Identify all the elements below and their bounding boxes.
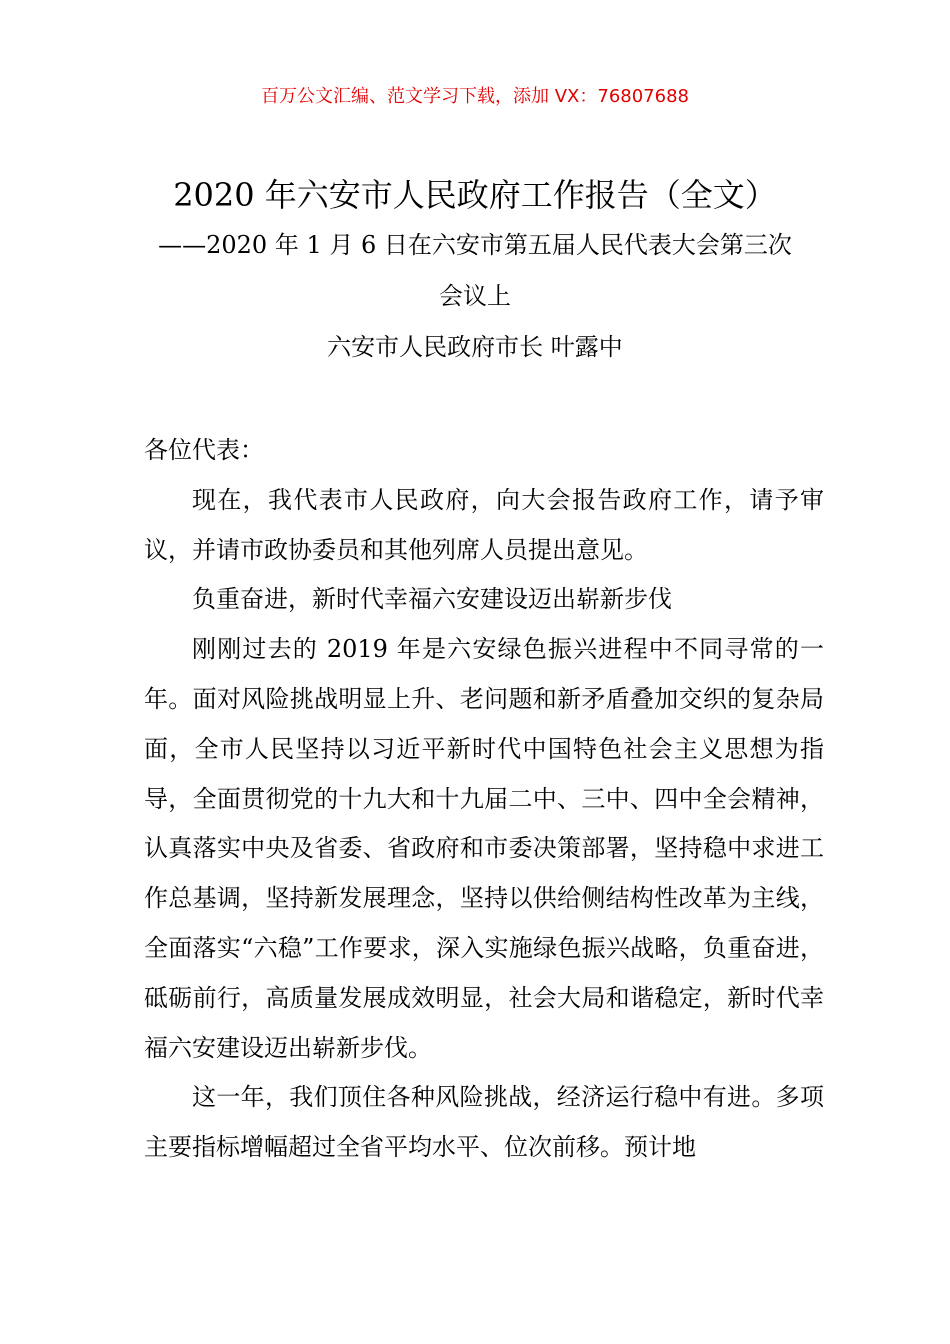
paragraph: 现在，我代表市人民政府，向大会报告政府工作，请予审议，并请市政协委员和其他列席人员提出意见。 bbox=[144, 485, 824, 564]
salutation: 各位代表： bbox=[144, 436, 264, 464]
paragraph: 刚刚过去的 2019 年是六安绿色振兴进程中不同寻常的一年。面对风险挑战明显上升、老问题和新矛盾叠加交织的复杂局面，全市人民坚持以习近平新时代中国特色社会主义思想为指导，全面贯彻党的十九大和十九届二中、三中、四中全会精神，认真落实中央及省委、省政府和市委决策部署，坚持稳中求进工作总基调，坚持新发展理念，坚持以供给侧结构性改革为主线，全面落实“六稳”工作要求，深入实施绿色振兴战略，负重奋进，砥砺前行，高质量发展成效明显，社会大局和谐稳定，新时代幸福六安建设迈出崭新步伐。 bbox=[144, 635, 824, 1062]
document-author: 六安市人民政府市长 叶露中 bbox=[327, 333, 623, 361]
paragraph: 这一年，我们顶住各种风险挑战，经济运行稳中有进。多项主要指标增幅超过全省平均水平、位次前移。预计地 bbox=[144, 1083, 824, 1162]
document-subtitle-line1: ——2020 年 1 月 6 日在六安市第五届人民代表大会第三次 bbox=[158, 231, 792, 259]
document-subtitle-line2: 会议上 bbox=[439, 282, 511, 310]
document-title: 2020 年六安市人民政府工作报告（全文） bbox=[173, 176, 777, 214]
watermark-text: 百万公文汇编、范文学习下载，添加 VX：76807688 bbox=[261, 86, 689, 107]
section-heading: 负重奋进，新时代幸福六安建设迈出崭新步伐 bbox=[192, 585, 672, 614]
document-body bbox=[144, 426, 824, 1173]
